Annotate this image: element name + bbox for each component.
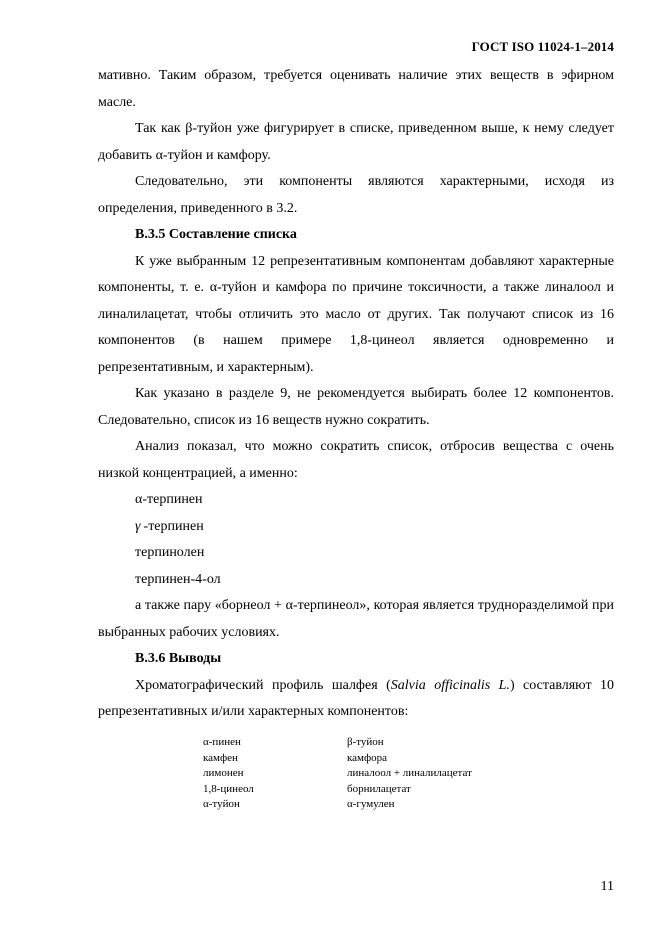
page-body [98, 63, 614, 726]
table-cell: α-гумулен [347, 798, 395, 811]
list-item: терпинолен [135, 545, 205, 560]
table-cell: борнилацетат [347, 782, 411, 795]
table-row [203, 766, 472, 782]
section-heading-b35: В.3.5 Составление списка [135, 227, 297, 242]
list-item: терпинен-4-ол [135, 571, 221, 587]
conclusion-text-start: Хроматографический профиль шалфея ( [135, 677, 391, 693]
paragraph-list-composition: К уже выбранным 12 репрезентативным компонентам добавляют характерные компоненты, т. е. α-туйон и камфора по причине токсичности, а также линалоол и линалилацетат, чтобы отличить это масло от других. Так получают список из 16 компонентов (в нашем примере 1,8-цинеол является одновременно и репрезентативным, и характерным). [98, 253, 614, 375]
table-cell: камфора [347, 751, 388, 764]
paragraph-analysis: Анализ показал, что можно сократить список, отбросив вещества с очень низкой концентрацией, а именно: [98, 439, 614, 481]
table-cell: α-туйон [203, 798, 240, 811]
paragraph-section-9: Как указано в разделе 9, не рекомендуется выбирать более 12 компонентов. Следовательно, список из 16 веществ нужно сократить. [98, 386, 614, 428]
paragraph-continuation: мативно. Таким образом, требуется оценивать наличие этих веществ в эфирном масле. [98, 68, 614, 110]
list-item: α-терпинен [135, 492, 203, 507]
list-item-text: -терпинен [143, 518, 204, 534]
paragraph-beta-thujone: Так как β-туйон уже фигурирует в списке, приведенном выше, к нему следует добавить α-туйон и камфору. [98, 121, 614, 163]
conclusion-text-end: ) составляют 10 репрезентативных и/или характерных компонентов: [98, 677, 615, 719]
table-cell: линалоол + линалилацетат [347, 767, 472, 780]
page-number: 11 [600, 879, 614, 894]
gamma-symbol: γ [135, 518, 141, 534]
paragraph-characteristic: Следовательно, эти компоненты являются характерными, исходя из определения, приведенного в 3.2. [98, 174, 614, 216]
table-cell: 1,8-цинеол [203, 782, 254, 795]
paragraph-conclusion [98, 673, 614, 726]
table-cell: камфен [203, 751, 238, 764]
list-item [98, 514, 614, 541]
paragraph-borneol-pair: а также пару «борнеол + α-терпинеол», которая является трудноразделимой при выбранных рабочих условиях. [98, 598, 614, 640]
table-row [203, 735, 472, 751]
table-cell: β-туйон [347, 736, 384, 748]
section-heading-b36: В.3.6 Выводы [135, 651, 222, 666]
table-row [203, 797, 472, 813]
components-table [203, 735, 472, 813]
table-row [203, 751, 472, 767]
table-cell: α-пинен [203, 736, 241, 748]
table-row [203, 782, 472, 798]
table-cell: лимонен [203, 767, 244, 780]
species-name: Salvia officinalis L. [390, 677, 510, 693]
document-header: ГОСТ ISO 11024-1–2014 [471, 39, 614, 54]
